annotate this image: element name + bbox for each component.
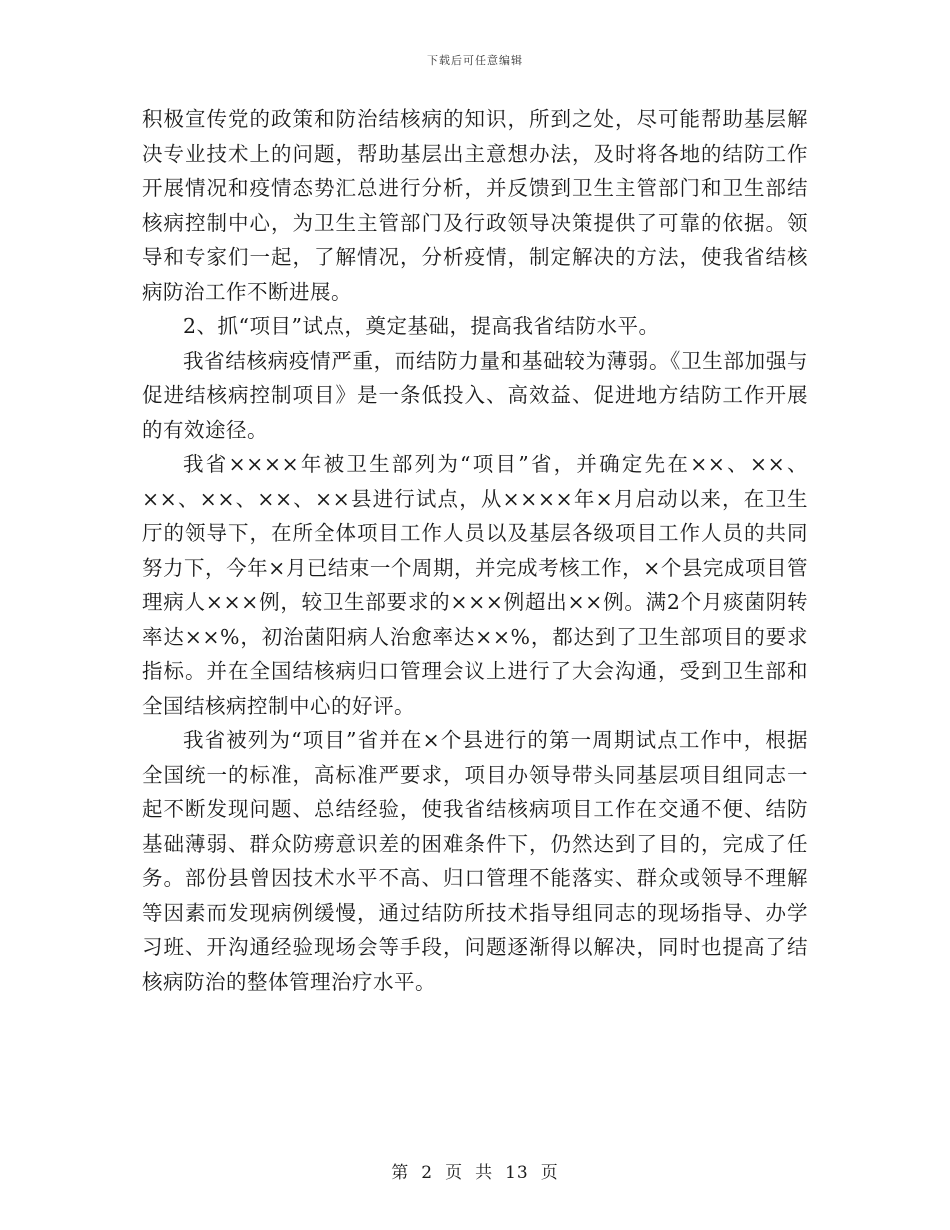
document-body: [142, 102, 808, 999]
paragraph-4: 我省××××年被卫生部列为“项目”省，并确定先在××、××、××、××、××、××县进行试点，从××××年×月启动以来，在卫生厅的领导下，在所全体项目工作人员以及基层各级项目工作人员的共同努力下，今年×月已结束一个周期，并完成考核工作，×个县完成项目管理病人×××例，较卫生部要求的×××例超出××例。满2个月痰菌阴转率达××%，初治菌阳病人治愈率达××%，都达到了卫生部项目的要求指标。并在全国结核病归口管理会议上进行了大会沟通，受到卫生部和全国结核病控制中心的好评。: [142, 452, 808, 718]
paragraph-5: 我省被列为“项目”省并在×个县进行的第一周期试点工作中，根据全国统一的标准，高标准严要求，项目办领导带头同基层项目组同志一起不断发现问题、总结经验，使我省结核病项目工作在交通不便、结防基础薄弱、群众防痨意识差的困难条件下，仍然达到了目的，完成了任务。部份县曾因技术水平不高、归口管理不能落实、群众或领导不理解等因素而发现病例缓慢，通过结防所技术指导组同志的现场指导、办学习班、开沟通经验现场会等手段，问题逐渐得以解决，同时也提高了结核病防治的整体管理治疗水平。: [142, 728, 808, 994]
paragraph-1: 积极宣传党的政策和防治结核病的知识，所到之处，尽可能帮助基层解决专业技术上的问题，帮助基层出主意想办法，及时将各地的结防工作开展情况和疫情态势汇总进行分析，并反馈到卫生主管部门和卫生部结核病控制中心，为卫生主管部门及行政领导决策提供了可靠的依据。领导和专家们一起，了解情况，分析疫情，制定解决的方法，使我省结核病防治工作不断进展。: [142, 107, 808, 304]
footer-page-word: 页: [445, 1163, 464, 1183]
paragraph-2-heading: 2、抓“项目”试点，奠定基础，提高我省结防水平。: [183, 314, 660, 338]
footer-current-page: 2: [421, 1163, 434, 1183]
page-footer: [0, 1158, 950, 1183]
footer-prefix: 第: [391, 1163, 410, 1183]
footer-suffix: 页: [540, 1163, 559, 1183]
footer-total-pages: 13: [505, 1163, 529, 1183]
paragraph-3: 我省结核病疫情严重，而结防力量和基础较为薄弱。《卫生部加强与促进结核病控制项目》是一条低投入、高效益、促进地方结防工作开展的有效途径。: [142, 348, 808, 442]
page-header-note: 下载后可任意编辑: [427, 54, 523, 67]
footer-total-word: 共: [475, 1163, 494, 1183]
